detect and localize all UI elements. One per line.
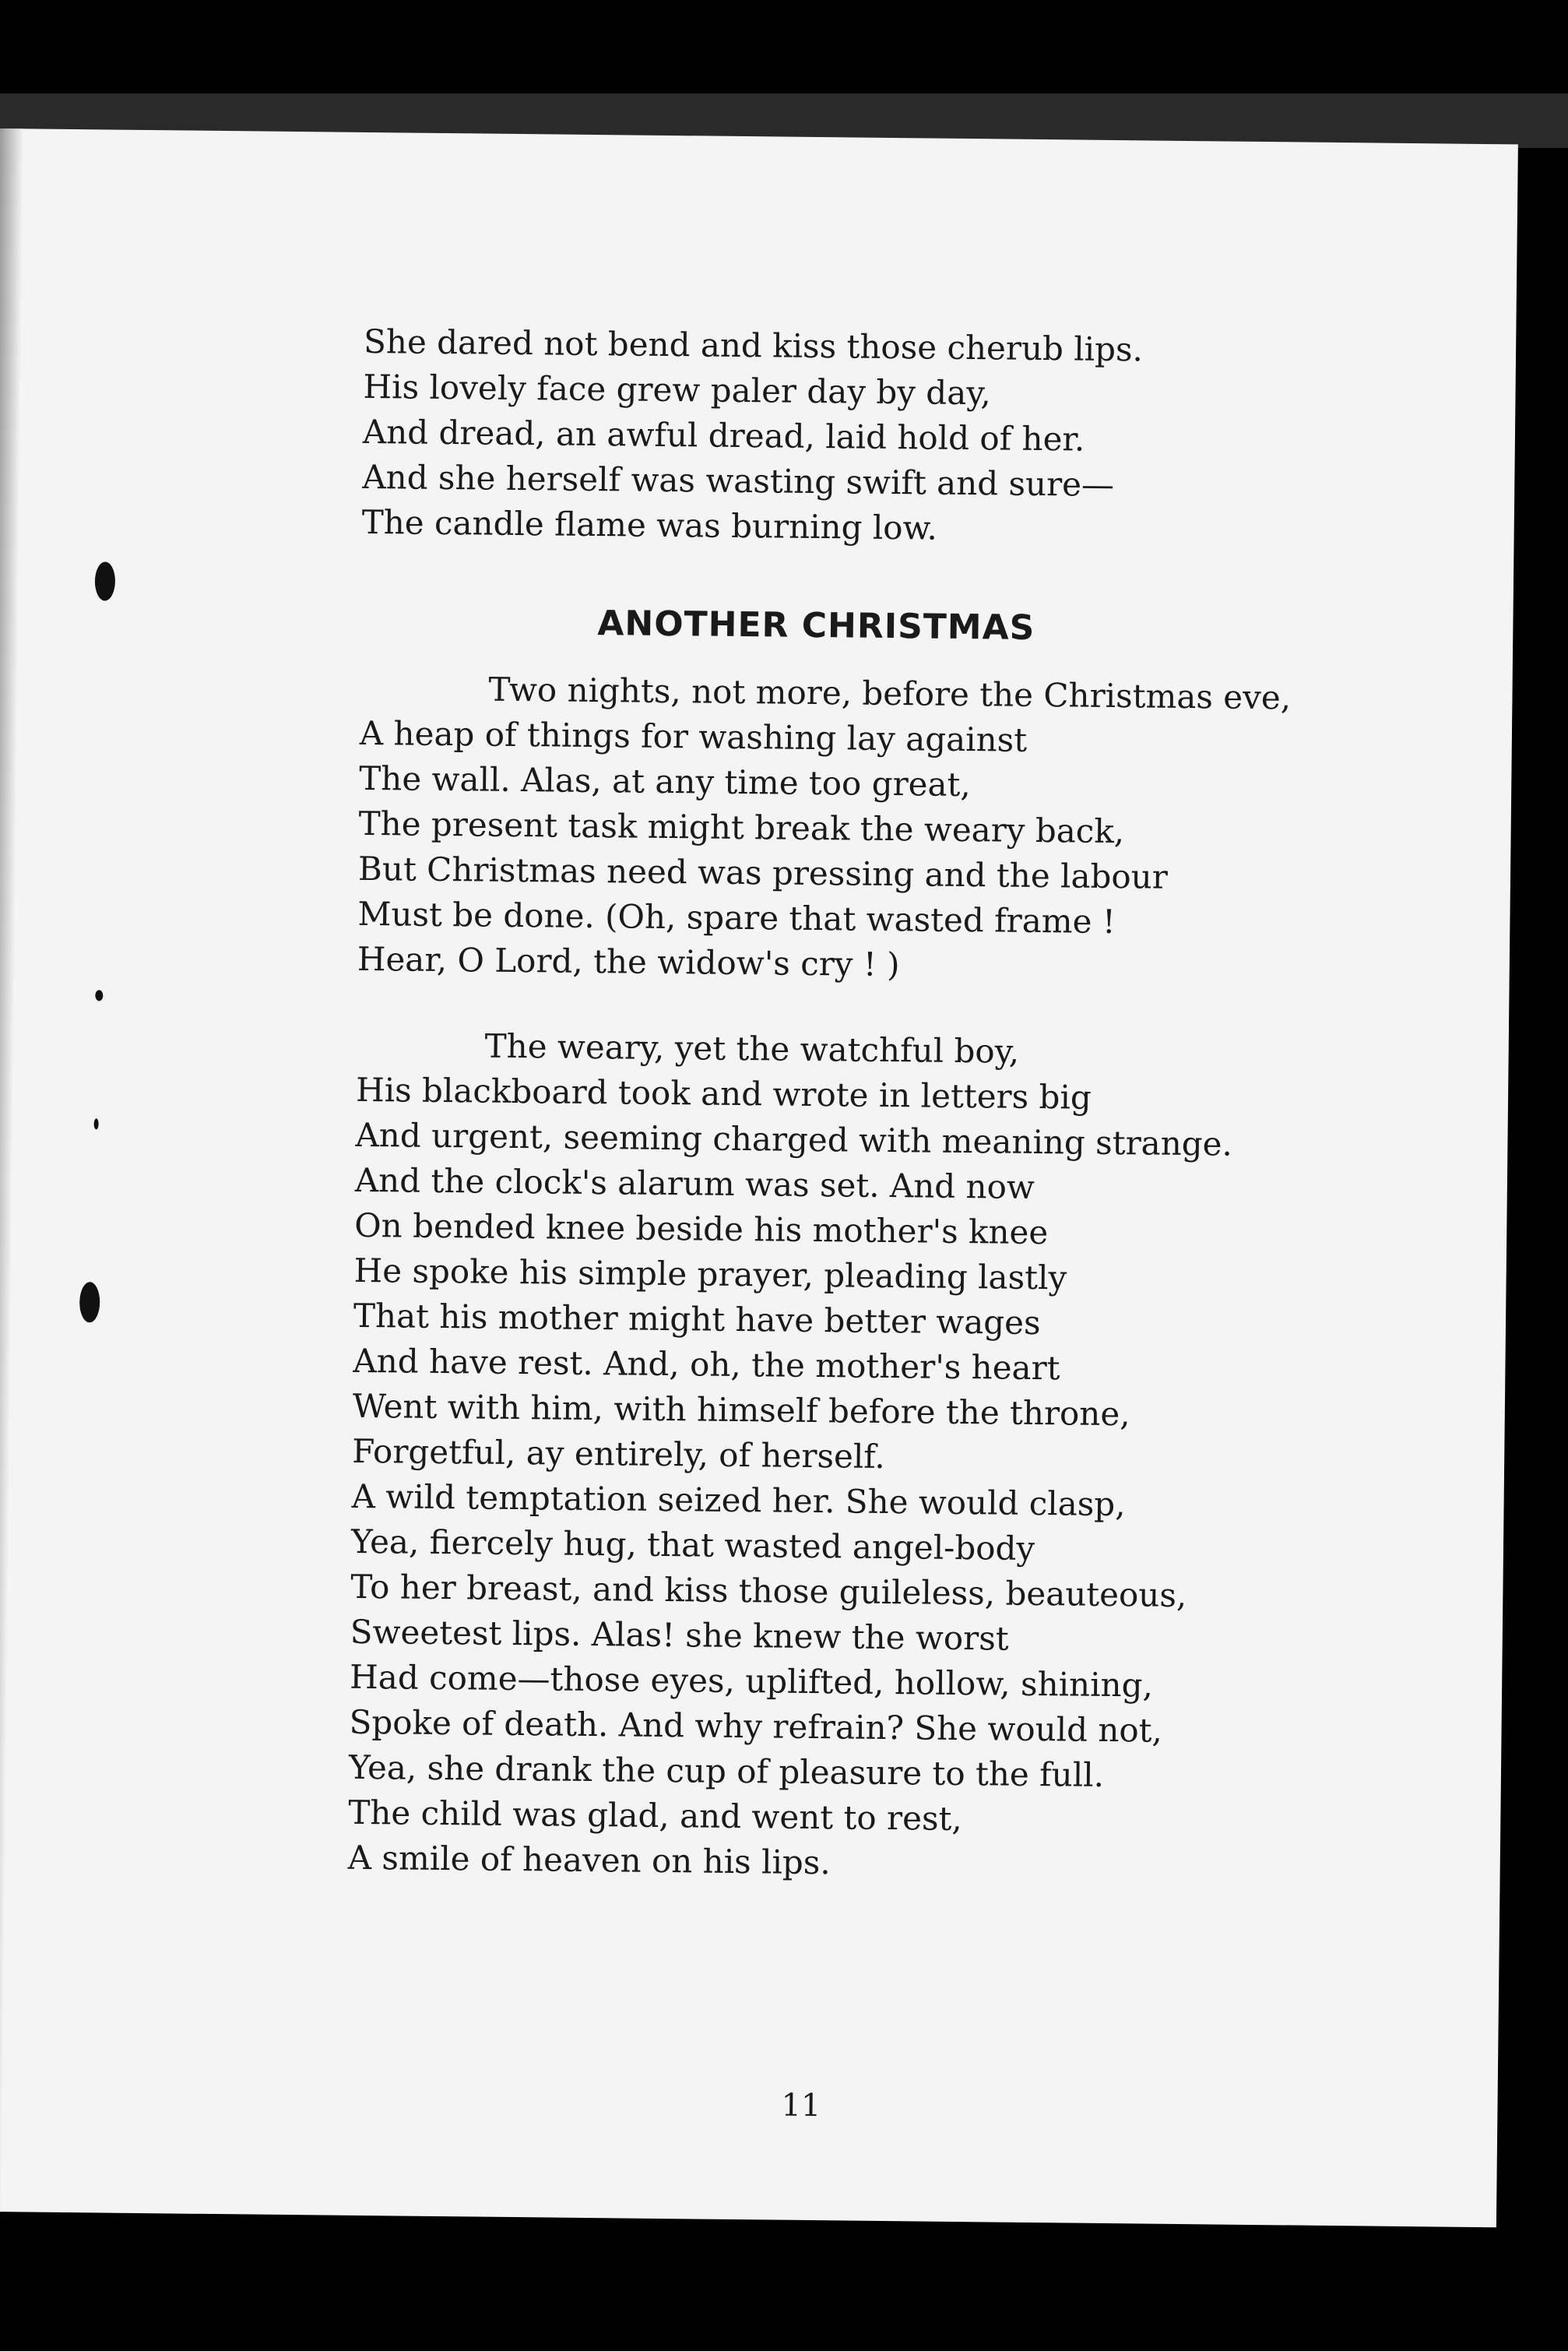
poem-line: Sweetest lips. Alas! she knew the worst xyxy=(350,1612,1009,1658)
punch-hole-mark xyxy=(95,561,116,600)
poem-line: Spoke of death. And why refrain? She would not, xyxy=(349,1702,1163,1750)
poem-line: On bended knee beside his mother's knee xyxy=(354,1205,1049,1252)
poem-line: The wall. Alas, at any time too great, xyxy=(359,758,972,804)
poem-line: A smile of heaven on his lips. xyxy=(347,1838,831,1882)
poem-line: His blackboard took and wrote in letters big xyxy=(355,1070,1092,1117)
poem-line: Yea, she drank the cup of pleasure to the full. xyxy=(348,1747,1105,1794)
poem-line: And the clock's alarum was set. And now xyxy=(354,1160,1035,1206)
poem-line: His lovely face grew paler day by day, xyxy=(363,367,992,413)
page-number: 11 xyxy=(781,2087,821,2124)
punch-hole-mark xyxy=(94,1118,99,1129)
punch-hole-mark xyxy=(79,1282,100,1322)
poem-line: Two nights, not more, before the Christmas eve, xyxy=(488,670,1292,717)
poem-line: Went with him, with himself before the throne, xyxy=(352,1386,1130,1434)
poem-line: Had come—those eyes, uplifted, hollow, shining, xyxy=(349,1657,1154,1705)
poem-line: A heap of things for washing lay against xyxy=(359,713,1028,759)
punch-hole-mark xyxy=(95,990,103,1001)
poem-text xyxy=(347,319,1391,1892)
poem-line: That his mother might have better wages xyxy=(353,1296,1041,1343)
scanned-page xyxy=(0,128,1518,2227)
poem-line: To her breast, and kiss those guileless, beauteous, xyxy=(350,1567,1187,1615)
section-title: ANOTHER CHRISTMAS xyxy=(597,604,1035,648)
poem-line: And she herself was wasting swift and sure— xyxy=(362,457,1115,505)
poem-line: He spoke his simple prayer, pleading lastly xyxy=(353,1251,1067,1297)
poem-line: Forgetful, ay entirely, of herself. xyxy=(351,1431,885,1476)
poem-line: Must be done. (Oh, spare that wasted frame ! xyxy=(357,894,1116,941)
poem-line: Yea, fiercely hug, that wasted angel-body xyxy=(350,1522,1035,1568)
poem-line: She dared not bend and kiss those cherub lips. xyxy=(363,322,1144,369)
poem-line: The weary, yet the watchful boy, xyxy=(484,1026,1020,1071)
page-gutter-shadow xyxy=(0,128,23,2212)
poem-line: The candle flame was burning low. xyxy=(361,502,938,547)
poem-line: The child was glad, and went to rest, xyxy=(348,1793,963,1839)
poem-line: And urgent, seeming charged with meaning strange. xyxy=(355,1115,1233,1163)
poem-line: But Christmas need was pressing and the labour xyxy=(357,849,1169,896)
poem-line: Hear, O Lord, the widow's cry ! ) xyxy=(357,939,900,984)
poem-line: The present task might break the weary back, xyxy=(358,804,1125,851)
poem-line: And have rest. And, oh, the mother's heart xyxy=(353,1341,1060,1388)
poem-line: A wild temptation seized her. She would clasp, xyxy=(351,1476,1126,1524)
poem-line: And dread, an awful dread, laid hold of her. xyxy=(362,412,1085,459)
